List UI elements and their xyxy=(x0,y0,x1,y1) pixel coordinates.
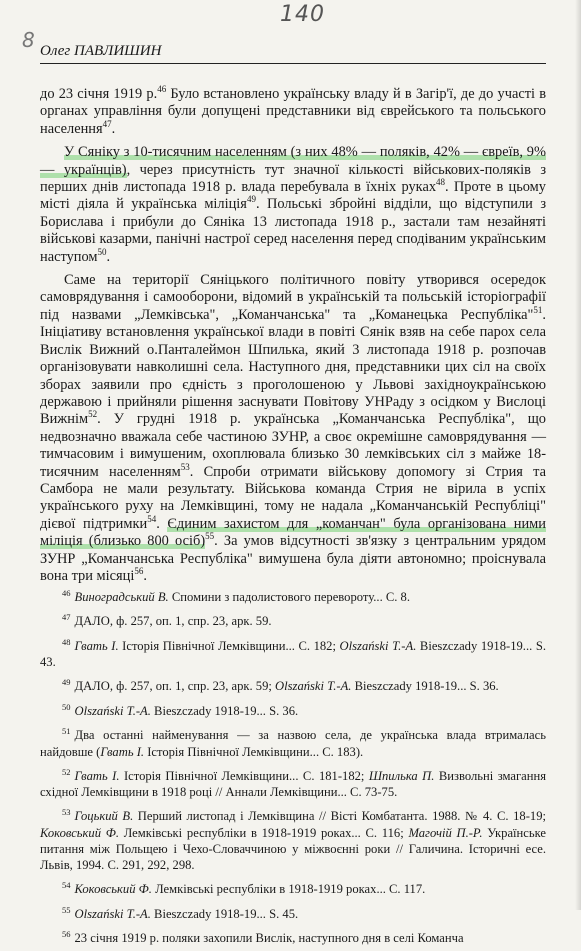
paragraph xyxy=(40,272,546,585)
footnote-text: Історія Північної Лемківщини... С. 182; xyxy=(118,638,340,653)
footnote-text: Гвать І. xyxy=(74,768,120,783)
text-run: . Проте в цьому місті діяла й українська міліція xyxy=(40,179,546,213)
footnote-text: Bieszczady 1918-19... S. 45. xyxy=(150,906,299,921)
footnote-text: Bieszczady 1918-19... S. 36. xyxy=(351,679,499,694)
footnote-ref: 49 xyxy=(246,194,256,205)
footnote-ref: 46 xyxy=(157,84,167,95)
footnote-text: Історія Північної Лемківщини... С. 183). xyxy=(144,744,364,759)
footnote-text: Спомини з падолистового перевороту... С. 8. xyxy=(168,590,411,605)
footnote-text: Коковський Ф. xyxy=(40,825,119,840)
footnote-text: Olszański T.-A. xyxy=(74,703,151,718)
footnote-ref: 47 xyxy=(102,119,112,130)
footnote-number: 55 xyxy=(62,904,71,915)
footnote-text: Історія Північної Лемківщини... С. 181-182; xyxy=(119,768,369,783)
footnote-text: Лемківські республіки в 1918-1919 роках... С. 116; xyxy=(119,825,409,840)
footnotes xyxy=(40,585,546,951)
paragraph xyxy=(40,86,546,138)
footnote-number: 49 xyxy=(62,677,71,688)
text-run: . xyxy=(106,248,111,265)
footnote-text: Bieszczady 1918-19... S. 43. xyxy=(40,638,546,670)
text-run: У Сяніку з 10-тисячним населенням (з них 48% — поляків, 42% — євреїв, 9% — українців) xyxy=(40,144,546,178)
footnote-text: Olszański T.-A. xyxy=(275,679,352,694)
footnote xyxy=(40,609,546,629)
footnote-text: Bieszczady 1918-19... S. 36. xyxy=(150,703,299,718)
footnote-text: Шпилька П. xyxy=(368,768,435,783)
footnote-text: ДАЛО, ф. 257, оп. 1, спр. 23, арк. 59. xyxy=(74,614,272,629)
footnote-ref: 55 xyxy=(205,531,215,542)
text-run: . Ініціативу встановлення української влади в повіті Сянік взяв на себе парох села Вислік Вижний о.Панталеймон Шпилька, який 3 листопада 1918 р. розпочав організовувати навколишні села. Наступного дня, представники цих сіл на своїх зборах заявили про єдність з проголошеною у Львові західноукраїнською державою і прийняли рішення заснувати Повітову УНРаду з осідком у Вислоці Вижнім xyxy=(40,306,546,428)
footnote-ref: 53 xyxy=(180,461,190,472)
text-run: Саме на території Сяніцького політичного повіту утворився осередок самоврядування і самооборони, відомий в українській та польській історіографії під назвами „Лемківська", „Команчанська" та „Команецька Республіка" xyxy=(40,272,546,323)
footnote-text: Визвольні змагання східної Лемківщини в 1918 році // Аннали Лемківщини... С. 73-75. xyxy=(40,768,546,800)
handwritten-margin-mark: 8 xyxy=(22,28,35,52)
running-head-author-first: Олег xyxy=(40,43,71,59)
footnote-number: 48 xyxy=(62,636,71,647)
footnote xyxy=(40,699,546,719)
footnote-text: Магочій П.-Р. xyxy=(408,825,483,840)
footnote-ref: 51 xyxy=(533,305,543,316)
footnote xyxy=(40,804,546,873)
footnote-text: Гвать І. xyxy=(74,638,119,653)
handwritten-page-number: 140 xyxy=(280,2,325,27)
footnote-number: 54 xyxy=(62,880,71,891)
footnote xyxy=(40,723,546,760)
footnote-ref: 56 xyxy=(134,566,144,577)
footnote-ref: 54 xyxy=(147,513,157,524)
text-run: , через присутність тут значної кількості військових-поляків з перших днів листопада 1918 р. влада перебувала в їхніх руках xyxy=(40,161,547,196)
footnote-text: Гвать І. xyxy=(100,744,145,759)
footnote-number: 53 xyxy=(62,807,71,818)
footnote-text: Два останні найменування — за назвою села, де українська влада втрималась найдовше ( xyxy=(40,728,546,759)
footnote-text: Olszański T.-A. xyxy=(74,906,151,921)
text-run: Було встановлено українську владу й в Загір'ї, де до участі в органах управління були допущені представники від єврейського та польського населення xyxy=(40,86,546,137)
text-run: . Польські збройні відділи, що відступили з Борислава і прибули до Сяніка 13 листопада 1918 р., застали там незайняті військові казарми, панічні настрої серед населення перед сподіваним українським наступом xyxy=(40,196,547,265)
running-head-author-last: ПАВЛИШИН xyxy=(74,43,162,59)
text-run: . У грудні 1918 р. українська „Команчанська Республіка", що недвозначно вважала себе частиною ЗУНР, а своє окремішне самоврядування — тимчасовим і вимушеним, охоплювала близько 30 лемківських сіл з майже 18-тисячним населенням xyxy=(40,411,546,480)
footnote-ref: 48 xyxy=(436,177,446,188)
footnote-text: 23 січня 1919 р. поляки захопили Вислік, наступного дня в селі Команча xyxy=(74,931,464,946)
footnote xyxy=(40,674,546,694)
footnote-text: Виноградський В. xyxy=(74,590,169,605)
footnote-text: Гоцький В. xyxy=(74,809,134,824)
text-run: . Спроби отримати військову допомогу зі Стрия та Самбора не мали результату. Військова команда Стрия не вірила в успіх українського руху на Лемківщині, тому не надала „Команчанській Республіці" дієвої підтримки xyxy=(40,463,546,532)
footnote xyxy=(40,877,546,897)
footnote-text: Лемківські республіки в 1918-1919 роках... С. 117. xyxy=(151,882,426,897)
text-run: до 23 січня 1919 р. xyxy=(40,86,158,102)
text-run: . xyxy=(143,567,147,584)
footnote xyxy=(40,902,546,922)
paragraph xyxy=(40,144,546,266)
footnote-text: Olszański T.-A. xyxy=(339,638,417,653)
scan-edge-shadow xyxy=(575,0,581,910)
footnote-text: ДАЛО, ф. 257, оп. 1, спр. 23, арк. 59; xyxy=(74,679,276,694)
footnote-ref: 50 xyxy=(97,246,107,257)
footnote xyxy=(40,926,546,946)
footnote xyxy=(40,634,546,671)
footnote-number: 46 xyxy=(62,588,71,598)
text-run: Єдиним захистом для „команчан" була організована ними міліція (близько 800 осіб) xyxy=(40,515,546,550)
footnote-number: 47 xyxy=(62,612,71,623)
footnote-text: Українське питання між Польщею і Чехо-Словаччиною у міжвоєнні роки // Галичина. Історичні есе. Львів, 1994. С. 291, 292, 298. xyxy=(40,825,546,873)
text-run: . xyxy=(156,515,168,532)
footnote xyxy=(40,585,546,605)
footnote-ref: 52 xyxy=(88,409,98,420)
footnote-number: 52 xyxy=(62,766,71,777)
text-run: . За умов відсутності зв'язку з центральним урядом ЗУНР „Команчанська Республіка" вимушена була діяти автономно; проіснувала вона три місяці xyxy=(40,533,546,584)
footnote-text: Перший листопад і Лемківщина // Вісті Комбатанта. 1988. № 4. С. 18-19; xyxy=(133,809,546,824)
footnote-number: 51 xyxy=(62,726,71,737)
footnote-text: Коковський Ф. xyxy=(74,882,152,897)
footnote xyxy=(40,764,546,801)
footnote-number: 50 xyxy=(62,701,71,712)
running-head xyxy=(40,43,546,60)
main-text xyxy=(40,86,546,591)
footnote-number: 56 xyxy=(62,929,71,940)
text-run: . xyxy=(111,120,116,137)
running-head-rule xyxy=(40,63,546,64)
